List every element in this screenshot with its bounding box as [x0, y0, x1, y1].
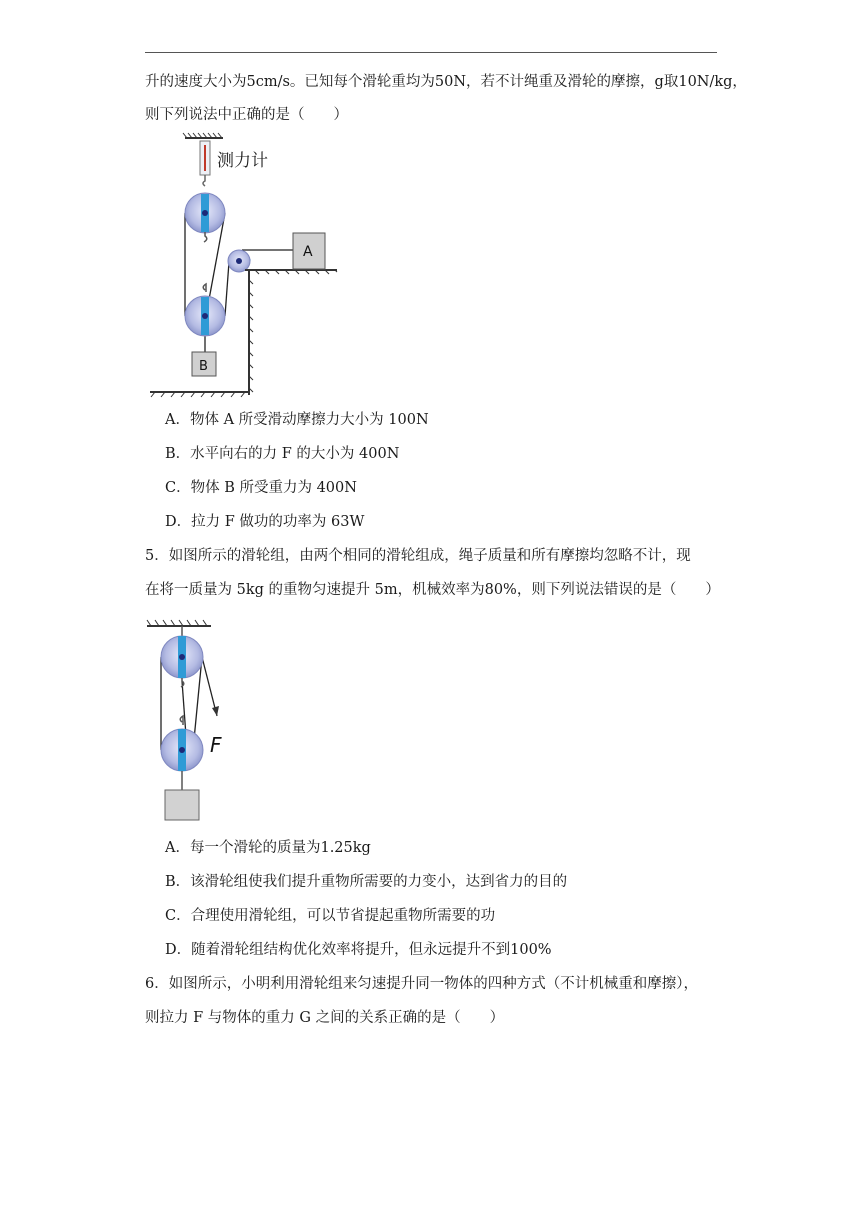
q6-text-line2: 则拉力 F 与物体的重力 G 之间的关系正确的是（ ） — [145, 1010, 505, 1026]
q5-option-b: B．该滑轮组使我们提升重物所需要的力变小，达到省力的目的 — [165, 874, 568, 890]
block-b-label: B — [199, 359, 208, 374]
movable-pulley-icon — [161, 716, 203, 790]
fixed-pulley-icon — [185, 193, 225, 242]
force-label: F — [210, 733, 222, 757]
q4-option-a: A．物体 A 所受滑动摩擦力大小为 100N — [165, 412, 429, 428]
q5-option-d: D．随着滑轮组结构优化效率将提升，但永远提升不到100% — [165, 942, 552, 958]
dynamometer-label: 测力计 — [217, 151, 268, 171]
ceiling-hatch — [183, 133, 223, 138]
q5-text-line2: 在将一质量为 5kg 的重物匀速提升 5m，机械效率为80%，则下列说法错误的是（ ） — [145, 582, 720, 598]
q5-option-c: C．合理使用滑轮组，可以节省提起重物所需要的功 — [165, 908, 496, 924]
header-rule — [145, 52, 717, 53]
q4-pulley-figure — [145, 130, 345, 400]
q4-text-line2: 则下列说法中正确的是（ ） — [145, 107, 348, 123]
q4-option-c: C．物体 B 所受重力为 400N — [165, 480, 357, 496]
side-pulley-icon — [228, 250, 251, 272]
q6-text-line1: 6．如图所示，小明利用滑轮组来匀速提升同一物体的四种方式（不计机械重和摩擦）， — [145, 976, 698, 992]
q5-text-line1: 5．如图所示的滑轮组，由两个相同的滑轮组成，绳子质量和所有摩擦均忽略不计，现 — [145, 548, 691, 564]
q5-option-a: A．每一个滑轮的质量为1.25kg — [165, 840, 371, 856]
weight-block — [165, 790, 199, 820]
arrow-icon — [212, 706, 219, 716]
dynamometer-icon — [200, 141, 210, 186]
q4-text-line1: 升的速度大小为5cm/s。已知每个滑轮重均为50N，若不计绳重及滑轮的摩擦，g取10N/kg， — [145, 74, 747, 90]
q4-option-d: D．拉力 F 做功的功率为 63W — [165, 514, 365, 530]
ceiling-hatch — [147, 620, 211, 626]
block-a-label: A — [303, 244, 313, 260]
fixed-pulley-icon — [161, 626, 203, 687]
q5-pulley-figure — [145, 612, 255, 827]
q4-option-b: B．水平向右的力 F 的大小为 400N — [165, 446, 400, 462]
movable-pulley-icon — [185, 284, 225, 336]
